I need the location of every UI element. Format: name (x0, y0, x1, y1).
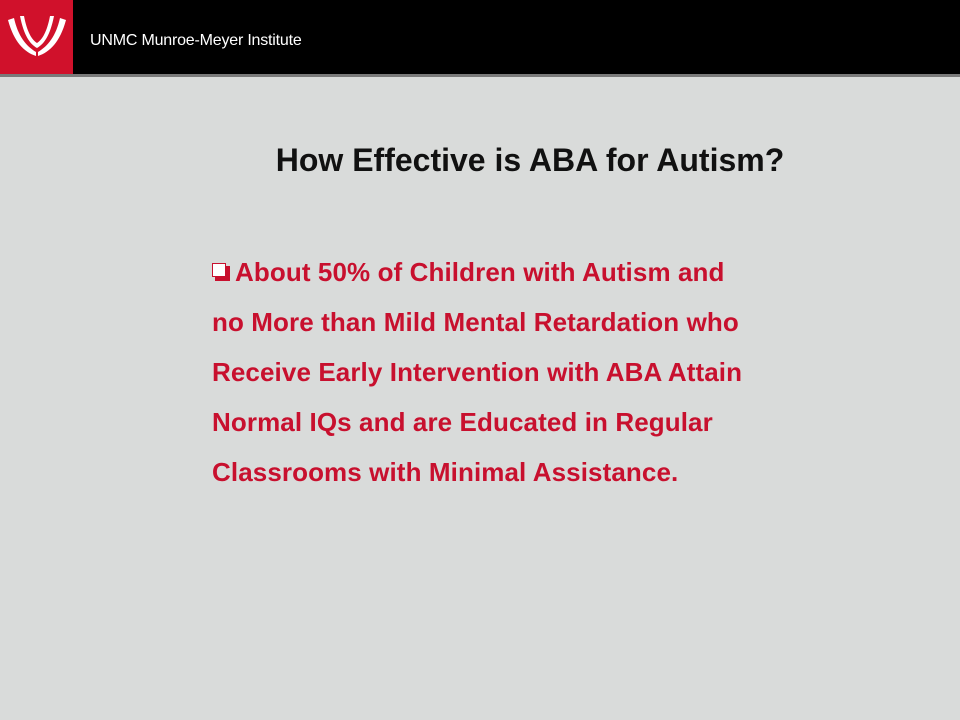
bullet-line: Normal IQs and are Educated in Regular (212, 407, 713, 437)
bullet-text: About 50% of Children with Autism and (235, 257, 725, 287)
bullet-line: no More than Mild Mental Retardation who (212, 307, 739, 337)
header-bar (0, 0, 960, 74)
unmc-logo (0, 0, 73, 74)
bullet-line: Receive Early Intervention with ABA Attain (212, 357, 743, 387)
bullet-line (212, 247, 892, 297)
org-name: UNMC Munroe-Meyer Institute (90, 32, 302, 49)
slide-title: How Effective is ABA for Autism? (275, 142, 785, 178)
unmc-arch-logo-icon (6, 12, 68, 60)
square-bullet-icon (212, 263, 231, 282)
header-divider (0, 74, 960, 77)
bullet-paragraph (212, 247, 892, 497)
bullet-line: Classrooms with Minimal Assistance. (212, 457, 679, 487)
